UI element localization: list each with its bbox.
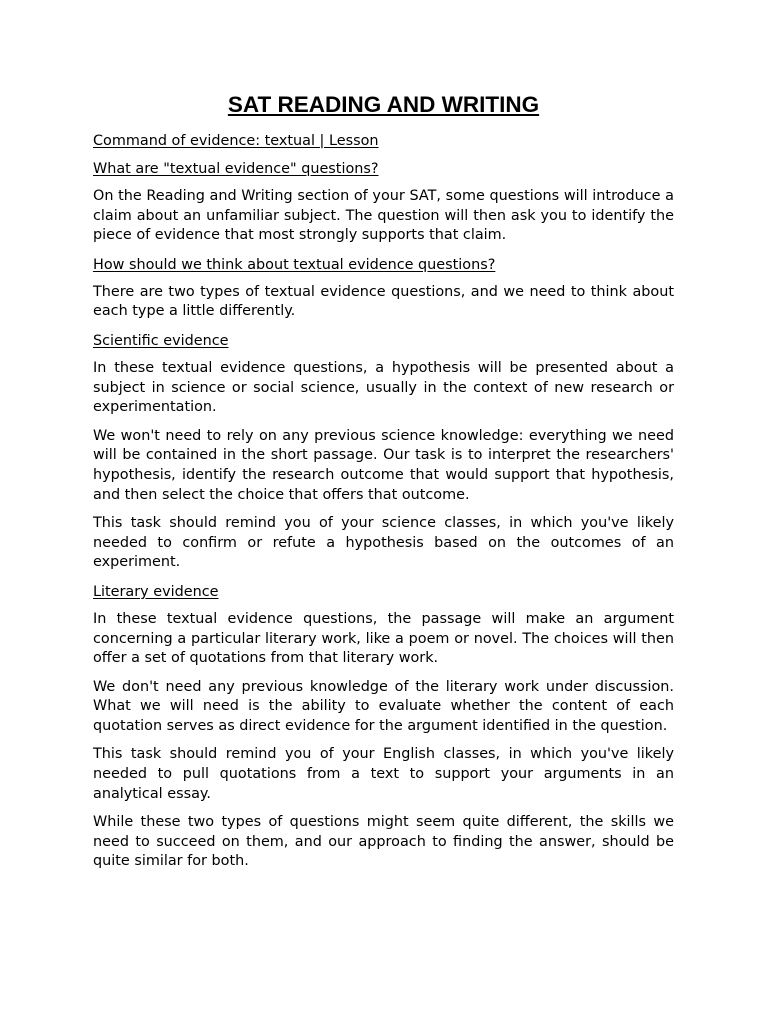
paragraph-two-types: There are two types of textual evidence questions, and we need to think about each type a little differently. — [93, 283, 674, 320]
section-heading-scientific-evidence: Scientific evidence — [93, 332, 229, 349]
document-title: SAT READING AND WRITING — [227, 92, 540, 117]
paragraph-literary-1: In these textual evidence questions, the passage will make an argument concerning a particular literary work, like a poem or novel. The choices will then offer a set of quotations from that literary work. — [93, 610, 674, 667]
paragraph-scientific-3: This task should remind you of your science classes, in which you've likely needed to confirm or refute a hypothesis based on the outcomes of an experiment. — [93, 515, 674, 571]
section-heading-literary-evidence: Literary evidence — [93, 583, 219, 600]
document-page — [93, 88, 674, 881]
paragraph-literary-3: This task should remind you of your English classes, in which you've likely needed to pull quotations from a text to support your arguments in an analytical essay. — [93, 746, 674, 802]
lesson-subtitle: Command of evidence: textual | Lesson — [93, 133, 379, 149]
paragraph-literary-2: We don't need any previous knowledge of the literary work under discussion. What we will need is the ability to evaluate whether the content of each quotation serves as direct evidence for the argument identified in the question. — [93, 678, 674, 734]
paragraph-scientific-2: We won't need to rely on any previous science knowledge: everything we need will be contained in the short passage. Our task is to interpret the researchers' hypothesis, identify the research outcome that would support that hypothesis, and then select the choice that offers that outcome. — [93, 427, 674, 503]
paragraph-conclusion: While these two types of questions might seem quite different, the skills we need to succeed on them, and our approach to finding the answer, should be quite similar for both. — [93, 814, 674, 870]
paragraph-intro: On the Reading and Writing section of your SAT, some questions will introduce a claim about an unfamiliar subject. The question will then ask you to identify the piece of evidence that most strongly supports that claim. — [93, 188, 674, 244]
paragraph-scientific-1: In these textual evidence questions, a hypothesis will be presented about a subject in science or social science, usually in the context of new research or experimentation. — [93, 359, 674, 416]
section-heading-textual-evidence: What are "textual evidence" questions? — [93, 161, 379, 177]
section-heading-how-to-think: How should we think about textual evidence questions? — [93, 256, 496, 273]
